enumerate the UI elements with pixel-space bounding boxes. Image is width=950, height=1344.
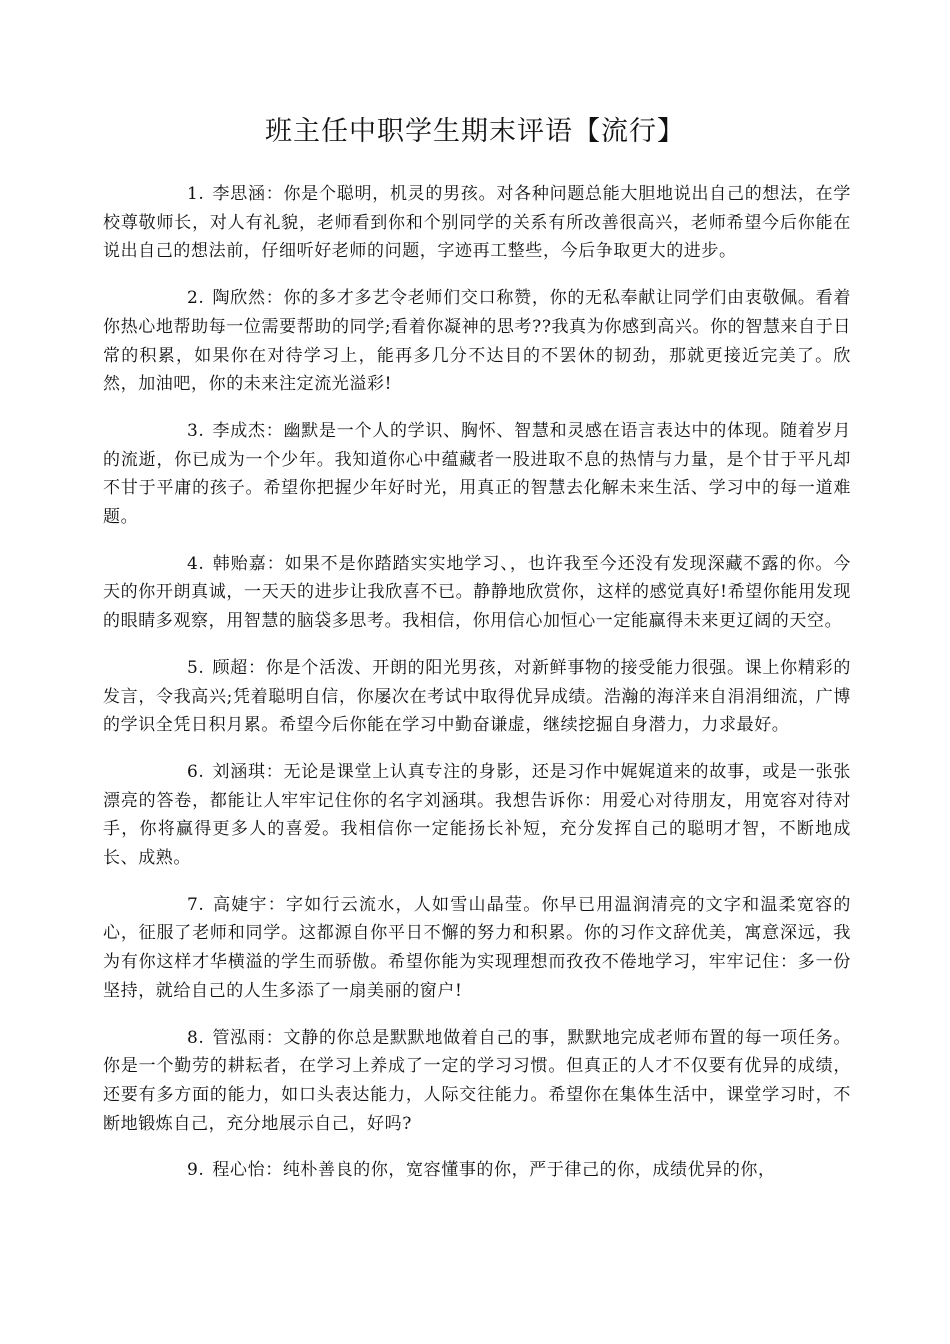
paragraph-text: 程心怡：纯朴善良的你，宽容懂事的你，严于律己的你，成绩优异的你，: [212, 1160, 776, 1181]
paragraph-9: [103, 1156, 851, 1185]
paragraph-number: 4.: [187, 553, 205, 574]
paragraph-text: 陶欣然：你的多才多艺令老师们交口称赞，你的无私奉献让同学们由衷敬佩。看着你热心地帮助每一位需要帮助的同学;看着你凝神的思考??我真为你感到高兴。你的智慧来自于日常的积累，如果你在对待学习上，能再多几分不达目的不罢休的韧劲，那就更接近完美了。欣然，加油吧，你的未来注定流光溢彩!: [103, 288, 851, 395]
paragraph-6: [103, 758, 851, 873]
paragraph-number: 8.: [187, 1027, 205, 1048]
paragraph-number: 5.: [187, 657, 205, 678]
paragraph-1: [103, 180, 851, 266]
paragraph-text: 管泓雨：文静的你总是默默地做着自己的事，默默地完成老师布置的每一项任务。你是一个勤劳的耕耘者，在学习上养成了一定的学习习惯。但真正的人才不仅要有优异的成绩，还要有多方面的能力，如口头表达能力，人际交往能力。希望你在集体生活中，课堂学习时，不断地锻炼自己，充分地展示自己，好吗?: [103, 1027, 851, 1134]
paragraph-text: 李成杰：幽默是一个人的学识、胸怀、智慧和灵感在语言表达中的体现。随着岁月的流逝，你已成为一个少年。我知道你心中蕴藏者一股进取不息的热情与力量，是个甘于平凡却不甘于平庸的孩子。希望你把握少年好时光，用真正的智慧去化解未来生活、学习中的每一道难题。: [103, 420, 851, 528]
document-title: 班主任中职学生期末评语【流行】: [265, 116, 685, 147]
paragraph-7: [103, 891, 851, 1006]
paragraph-text: 韩贻嘉：如果不是你踏踏实实地学习、，也许我至今还没有发现深藏不露的你。今天的你开朗真诚，一天天的进步让我欣喜不已。静静地欣赏你，这样的感觉真好!希望你能用发现的眼睛多观察，用智慧的脑袋多思考。我相信，你用信心加恒心一定能赢得未来更辽阔的天空。: [103, 553, 851, 632]
paragraph-text: 顾超：你是个活泼、开朗的阳光男孩，对新鲜事物的接受能力很强。课上你精彩的发言，令我高兴;凭着聪明自信，你屡次在考试中取得优异成绩。浩瀚的海洋来自涓涓细流，广博的学识全凭日积月累。希望今后你能在学习中勤奋谦虚，继续挖掘自身潜力，力求最好。: [103, 657, 851, 736]
paragraph-number: 6.: [187, 761, 205, 782]
paragraph-number: 3.: [187, 420, 205, 441]
document-body: [103, 180, 851, 1203]
paragraph-number: 2.: [187, 288, 205, 309]
paragraph-8: [103, 1024, 851, 1139]
paragraph-5: [103, 654, 851, 740]
paragraph-text: 高婕宇：字如行云流水，人如雪山晶莹。你早已用温润清亮的文字和温柔宽容的心，征服了老师和同学。这都源自你平日不懈的努力和积累。你的习作文辞优美，寓意深远，我为有你这样才华横溢的学生而骄傲。希望你能为实现理想而孜孜不倦地学习，牢牢记住：多一份坚持，就给自己的人生多添了一扇美丽的窗户!: [103, 894, 851, 1001]
paragraph-3: [103, 417, 851, 532]
paragraph-4: [103, 550, 851, 636]
paragraph-number: 7.: [187, 894, 205, 915]
paragraph-number: 1.: [187, 184, 205, 204]
paragraph-2: [103, 284, 851, 399]
paragraph-number: 9.: [187, 1160, 205, 1181]
paragraph-text: 李思涵：你是个聪明，机灵的男孩。对各种问题总能大胆地说出自己的想法，在学校尊敬师长，对人有礼貌，老师看到你和个别同学的关系有所改善很高兴，老师希望今后你能在说出自己的想法前，仔细听好老师的问题，字迹再工整些，今后争取更大的进步。: [103, 184, 851, 262]
paragraph-text: 刘涵琪：无论是课堂上认真专注的身影，还是习作中娓娓道来的故事，或是一张张漂亮的答卷，都能让人牢牢记住你的名字刘涵琪。我想告诉你：用爱心对待朋友，用宽容对待对手，你将赢得更多人的喜爱。我相信你一定能扬长补短，充分发挥自己的聪明才智，不断地成长、成熟。: [103, 761, 851, 869]
